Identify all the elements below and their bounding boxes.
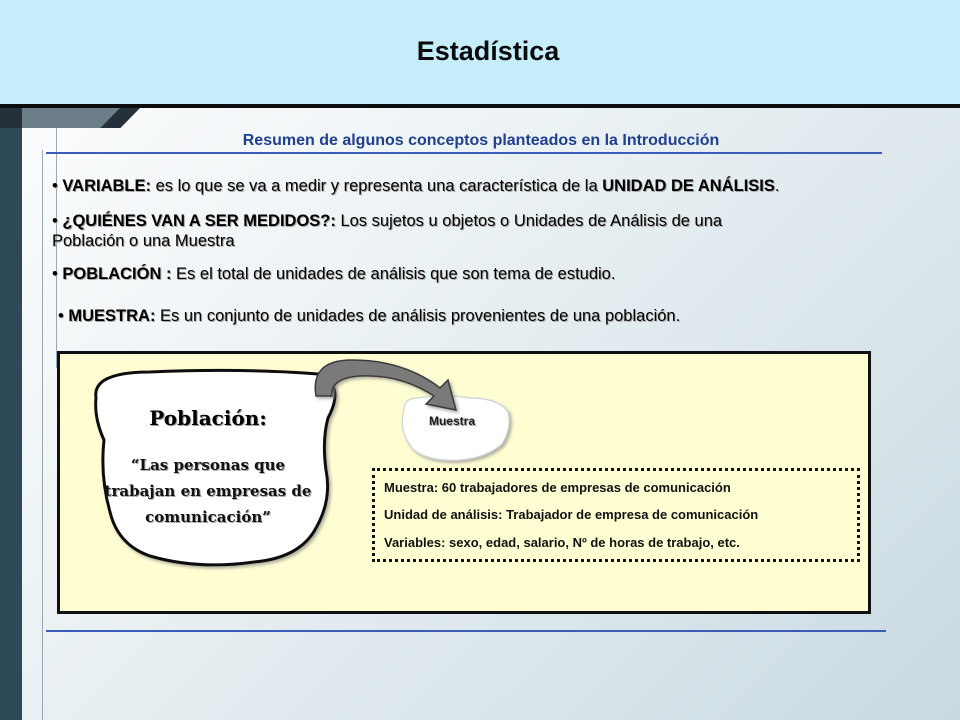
section-subtitle: Resumen de algunos conceptos planteados en la Introducción	[242, 132, 720, 149]
bullet-variable: • VARIABLE: es lo que se va a medir y representa una característica de la UNIDAD DE ANÁLISIS.	[52, 177, 780, 195]
bullet-muestra: • MUESTRA: Es un conjunto de unidades de análisis provenientes de una población.	[58, 307, 681, 325]
bullet-quienes: • ¿QUIÉNES VAN A SER MEDIDOS?: Los sujetos u objetos o Unidades de Análisis de una Población o una Muestra	[52, 212, 723, 250]
bottom-rule	[46, 630, 886, 632]
info-sample-line: Muestra: 60 trabajadores de empresas de comunicación	[384, 480, 731, 495]
info-unit-line: Unidad de análisis: Trabajador de empresa de comunicación	[384, 507, 759, 522]
bullet-poblacion: • POBLACIÓN : Es el total de unidades de análisis que son tema de estudio.	[52, 265, 616, 283]
sample-label: Muestra	[428, 414, 475, 428]
curved-arrow-icon	[315, 360, 456, 410]
slide-title: Estadística	[416, 36, 560, 66]
info-variables-line: Variables: sexo, edad, salario, Nº de horas de trabajo, etc.	[384, 535, 740, 550]
population-description: “Las personas que trabajan en empresas de comunicación”	[104, 456, 312, 526]
population-title: Población:	[149, 406, 267, 430]
sample-cloud	[402, 396, 509, 460]
